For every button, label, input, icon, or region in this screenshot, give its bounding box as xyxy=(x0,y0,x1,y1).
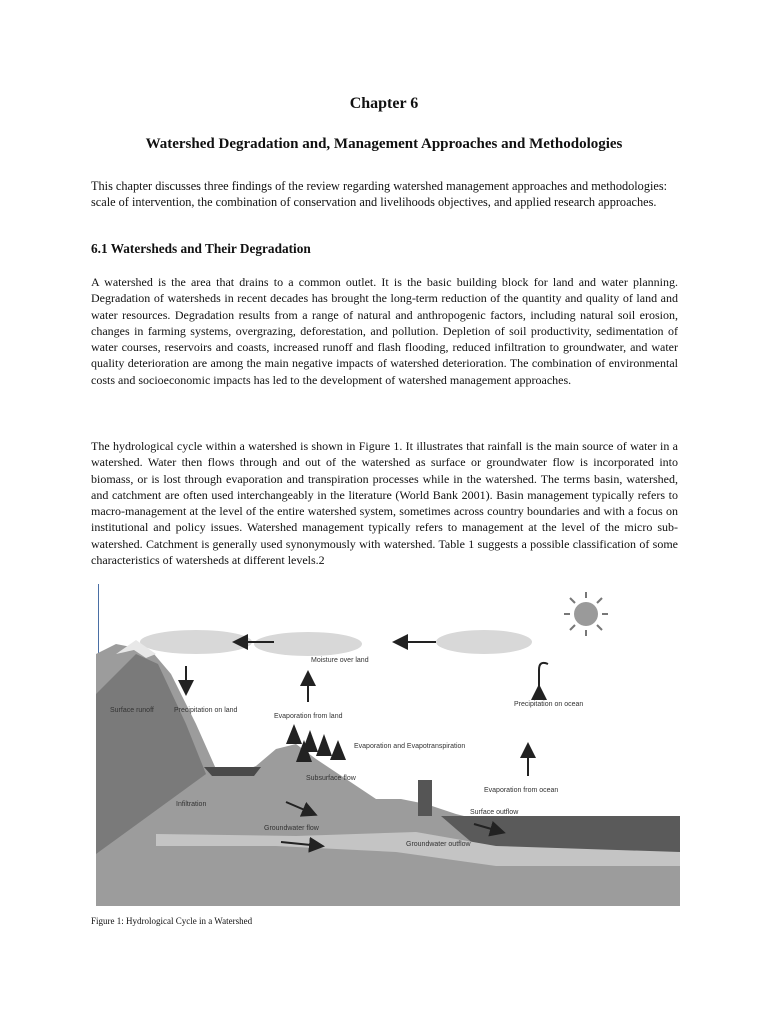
label-precip-ocean: Precipitation on ocean xyxy=(514,701,584,708)
dam-icon xyxy=(418,780,432,816)
label-subsurface: Subsurface flow xyxy=(306,775,356,782)
label-evap-land: Evaporation from land xyxy=(274,713,343,720)
body-paragraph: A watershed is the area that drains to a common outlet. It is the basic building block for land and water planning. Degradation of watersheds in recent decades has brought the long-term reduction of the quantity and quality of land and water resources. Degradation results from a range of natural and anthropogenic factors, including natural soil erosion, changes in farming systems, overgrazing, deforestation, and pollution. Depletion of soil productivity, sedimentation of water courses, reservoirs and coasts, increased runoff and flash flooding, reduced infiltration to groundwater, and water quality deterioration are among the main negative impacts of watershed deterioration. The combination of environmental costs and socioeconomic impacts has led to the development of watershed management approaches. xyxy=(91,275,678,387)
sun-icon xyxy=(564,592,608,636)
cloud-icon xyxy=(140,630,532,656)
label-moisture: Moisture over land xyxy=(311,657,369,664)
label-infiltration: Infiltration xyxy=(176,801,207,808)
chapter-title: Watershed Degradation and, Management Approaches and Methodologies xyxy=(145,136,623,152)
body-paragraph: The hydrological cycle within a watershed is shown in Figure 1. It illustrates that rainfall is the main source of water in a watershed. Water then flows through and out of the watershed as surface or groundwater flow is incorporated into biomass, or is lost through evaporation and transpiration processes while in the watershed. The terms basin, watershed, and catchment are often used interchangeably in the literature (World Bank 2001). Basin management typically refers to macro-management at the level of the entire watershed system, sometimes across country boundaries and with a focus on institutional and policy issues. Watershed management typically refers to management at the level of the micro sub-watershed. Catchment is generally used synonymously with watershed. Table 1 suggests a possible classification of some characteristics of watersheds at different levels.2 xyxy=(91,439,678,568)
hydrological-cycle-figure xyxy=(96,584,680,906)
label-evapotranspiration: Evaporation and Evapotranspiration xyxy=(354,743,466,750)
label-surface-outflow: Surface outflow xyxy=(470,809,519,816)
label-groundwater-outflow: Groundwater outflow xyxy=(406,841,471,848)
label-evap-ocean: Evaporation from ocean xyxy=(484,787,559,794)
label-groundwater-flow: Groundwater flow xyxy=(264,825,319,832)
intro-paragraph: This chapter discusses three findings of the review regarding watershed management approaches and methodologies: scale of intervention, the combination of conservation and livelihoods objectives, and applied research approaches. xyxy=(91,179,668,209)
section-heading: 6.1 Watersheds and Their Degradation xyxy=(91,241,311,256)
label-surface-runoff: Surface runoff xyxy=(110,707,154,714)
label-precip-land: Precipitation on land xyxy=(174,707,238,714)
lake xyxy=(204,767,261,776)
arrow-icon xyxy=(539,663,548,688)
figure-caption: Figure 1: Hydrological Cycle in a Watershed xyxy=(91,916,253,926)
chapter-number: Chapter 6 xyxy=(349,95,419,112)
